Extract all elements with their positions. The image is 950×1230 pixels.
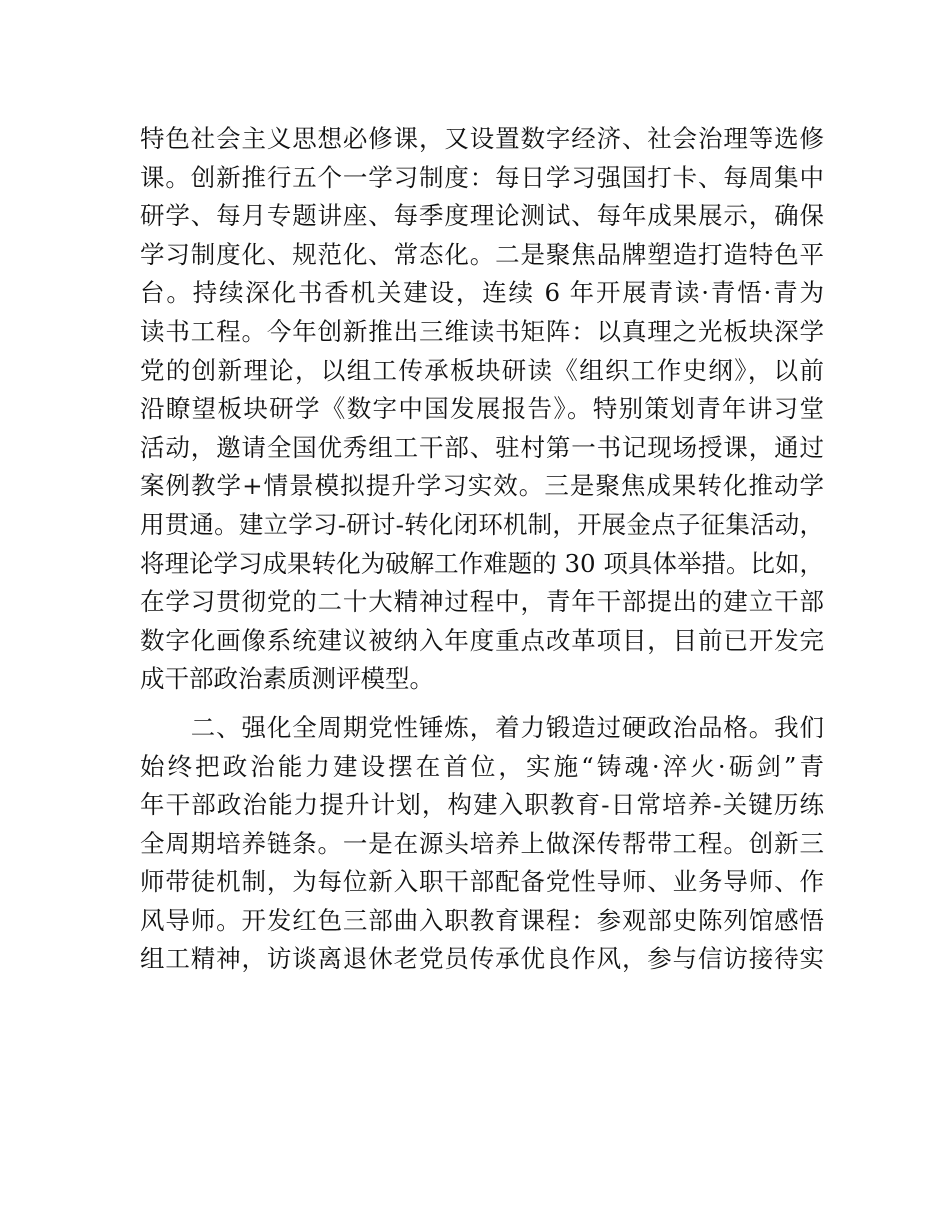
text-line: 始终把政治能力建设摆在首位，实施“铸魂·淬火·砺剑”青	[140, 751, 824, 781]
text-line: 成干部政治素质测评模型。	[140, 664, 434, 694]
text-line: 全周期培养链条。一是在源头培养上做深传帮带工程。创新三	[140, 828, 824, 858]
text-line: 用贯通。建立学习-研讨-转化闭环机制，开展金点子征集活动，	[140, 509, 824, 539]
text-line: 数字化画像系统建议被纳入年度重点改革项目，目前已开发完	[140, 625, 824, 655]
paragraph-2	[140, 709, 824, 979]
text-line: 研学、每月专题讲座、每季度理论测试、每年成果展示，确保	[140, 201, 824, 231]
text-line: 在学习贯彻党的二十大精神过程中，青年干部提出的建立干部	[140, 587, 824, 617]
text-line: 年干部政治能力提升计划，构建入职教育-日常培养-关键历练	[140, 790, 824, 820]
text-line: 学习制度化、规范化、常态化。二是聚焦品牌塑造打造特色平	[140, 239, 824, 269]
text-line: 台。持续深化书香机关建设，连续 6 年开展青读·青悟·青为	[140, 278, 824, 308]
document-body	[140, 120, 824, 979]
text-line: 课。创新推行五个一学习制度：每日学习强国打卡、每周集中	[140, 162, 824, 192]
text-line: 特色社会主义思想必修课，又设置数字经济、社会治理等选修	[140, 124, 824, 153]
text-line: 将理论学习成果转化为破解工作难题的 30 项具体举措。比如，	[140, 548, 824, 578]
text-line: 师带徒机制，为每位新入职干部配备党性导师、业务导师、作	[140, 867, 824, 897]
text-line: 沿瞭望板块研学《数字中国发展报告》。特别策划青年讲习堂	[140, 394, 824, 424]
paragraph-spacer	[140, 699, 824, 709]
text-line: 案例教学+情景模拟提升学习实效。三是聚焦成果转化推动学	[140, 471, 824, 501]
text-line: 党的创新理论，以组工传承板块研读《组织工作史纲》，以前	[140, 355, 824, 385]
paragraph-1	[140, 120, 824, 699]
text-line: 二、强化全周期党性锤炼，着力锻造过硬政治品格。我们	[140, 712, 824, 742]
text-line: 活动，邀请全国优秀组工干部、驻村第一书记现场授课，通过	[140, 432, 824, 462]
text-line: 组工精神，访谈离退休老党员传承优良作风，参与信访接待实	[140, 944, 824, 974]
text-line: 读书工程。今年创新推出三维读书矩阵：以真理之光板块深学	[140, 316, 824, 346]
text-line: 风导师。开发红色三部曲入职教育课程：参观部史陈列馆感悟	[140, 905, 824, 935]
